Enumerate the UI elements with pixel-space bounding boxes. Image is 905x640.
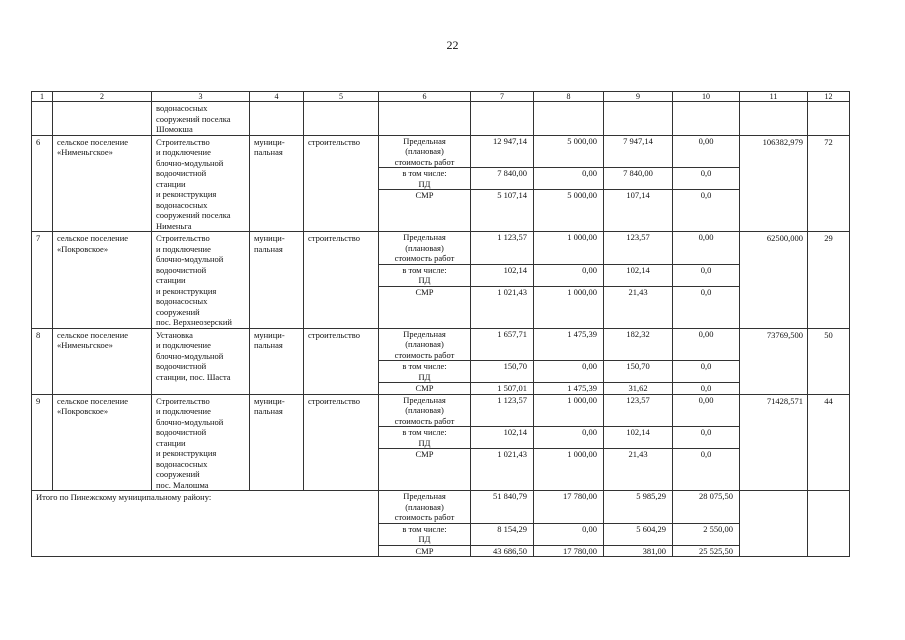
object-cell: Установка и подключение блочно-модульной водоочистной станции, пос. Шаста — [152, 328, 250, 394]
value-col12: 29 — [808, 232, 850, 329]
cost-label: СМР — [379, 190, 471, 232]
value-col10: 0,0 — [673, 286, 740, 328]
value-col7: 5 107,14 — [471, 190, 534, 232]
cost-label: СМР — [379, 286, 471, 328]
cost-label: в том числе: ПД — [379, 427, 471, 449]
ownership-cell: муници- пальная — [250, 394, 304, 491]
column-number: 10 — [673, 92, 740, 102]
value-col10: 0,0 — [673, 449, 740, 491]
value-col10: 0,0 — [673, 361, 740, 383]
continuation-row — [32, 102, 850, 136]
value-col8: 0,00 — [534, 523, 604, 545]
object-cell: Строительство и подключение блочно-модульной водоочистной станции и реконструкция водонасосных сооружений пос. Верхнеозерский — [152, 232, 250, 329]
column-number-row — [32, 92, 850, 102]
value-col7: 7 840,00 — [471, 168, 534, 190]
value-col9: 107,14 — [604, 190, 673, 232]
settlement-cell: сельское поселение «Покровское» — [53, 232, 152, 329]
value-col7: 1 657,71 — [471, 328, 534, 361]
value-col10: 2 550,00 — [673, 523, 740, 545]
settlement-cell: сельское поселение «Покровское» — [53, 394, 152, 491]
row-number: 7 — [32, 232, 53, 329]
value-col10: 0,0 — [673, 190, 740, 232]
value-col8: 1 000,00 — [534, 286, 604, 328]
value-col9: 21,43 — [604, 449, 673, 491]
value-col7: 1 123,57 — [471, 394, 534, 427]
value-col10: 0,0 — [673, 383, 740, 395]
cost-label: Предельная (плановая) стоимость работ — [379, 394, 471, 427]
value-col8: 1 000,00 — [534, 394, 604, 427]
value-col12: 44 — [808, 394, 850, 491]
value-col9: 123,57 — [604, 394, 673, 427]
value-col11: 62500,000 — [740, 232, 808, 329]
value-col9: 123,57 — [604, 232, 673, 265]
value-col8: 17 780,00 — [534, 491, 604, 524]
column-number: 1 — [32, 92, 53, 102]
cost-label: в том числе: ПД — [379, 361, 471, 383]
work-type-cell: строительство — [304, 135, 379, 232]
column-number: 8 — [534, 92, 604, 102]
cost-label: Предельная (плановая) стоимость работ — [379, 232, 471, 265]
table-row — [32, 328, 850, 361]
value-col8: 1 475,39 — [534, 383, 604, 395]
value-col7: 1 123,57 — [471, 232, 534, 265]
column-number: 4 — [250, 92, 304, 102]
column-number: 9 — [604, 92, 673, 102]
row-number: 8 — [32, 328, 53, 394]
value-col8: 17 780,00 — [534, 545, 604, 557]
total-label: Итого по Пинежскому муниципальному району: — [32, 491, 379, 557]
value-col9: 5 604,29 — [604, 523, 673, 545]
work-type-cell: строительство — [304, 328, 379, 394]
row-number: 9 — [32, 394, 53, 491]
cost-label: Предельная (плановая) стоимость работ — [379, 328, 471, 361]
cost-label: в том числе: ПД — [379, 523, 471, 545]
value-col8: 0,00 — [534, 427, 604, 449]
value-col11: 106382,979 — [740, 135, 808, 232]
value-col9: 21,43 — [604, 286, 673, 328]
value-col9: 31,62 — [604, 383, 673, 395]
value-col12 — [808, 491, 850, 557]
object-cell: Строительство и подключение блочно-модульной водоочистной станции и реконструкция водонасосных сооружений пос. Малошма — [152, 394, 250, 491]
column-number: 11 — [740, 92, 808, 102]
ownership-cell: муници- пальная — [250, 135, 304, 232]
value-col9: 150,70 — [604, 361, 673, 383]
value-col7: 12 947,14 — [471, 135, 534, 168]
cost-label: СМР — [379, 383, 471, 395]
value-col9: 5 985,29 — [604, 491, 673, 524]
value-col11: 71428,571 — [740, 394, 808, 491]
value-col10: 0,00 — [673, 394, 740, 427]
value-col8: 1 000,00 — [534, 232, 604, 265]
value-col10: 0,00 — [673, 232, 740, 265]
column-number: 6 — [379, 92, 471, 102]
ownership-cell: муници- пальная — [250, 328, 304, 394]
value-col10: 0,00 — [673, 328, 740, 361]
value-col12: 50 — [808, 328, 850, 394]
table-row — [32, 135, 850, 168]
row-number: 6 — [32, 135, 53, 232]
value-col8: 0,00 — [534, 361, 604, 383]
value-col8: 0,00 — [534, 264, 604, 286]
work-type-cell: строительство — [304, 232, 379, 329]
value-col10: 0,0 — [673, 264, 740, 286]
value-col7: 1 507,01 — [471, 383, 534, 395]
column-number: 2 — [53, 92, 152, 102]
value-col7: 43 686,50 — [471, 545, 534, 557]
value-col8: 1 475,39 — [534, 328, 604, 361]
value-col7: 150,70 — [471, 361, 534, 383]
column-number: 3 — [152, 92, 250, 102]
value-col9: 381,00 — [604, 545, 673, 557]
total-row — [32, 491, 850, 524]
value-col9: 7 840,00 — [604, 168, 673, 190]
budget-table — [31, 91, 850, 557]
value-col8: 5 000,00 — [534, 135, 604, 168]
value-col10: 0,00 — [673, 135, 740, 168]
value-col8: 1 000,00 — [534, 449, 604, 491]
cost-label: в том числе: ПД — [379, 264, 471, 286]
cost-label: СМР — [379, 449, 471, 491]
value-col7: 1 021,43 — [471, 286, 534, 328]
cost-label: Предельная (плановая) стоимость работ — [379, 135, 471, 168]
settlement-cell: сельское поселение «Нименьгское» — [53, 135, 152, 232]
value-col7: 1 021,43 — [471, 449, 534, 491]
object-cell: Строительство и подключение блочно-модульной водоочистной станции и реконструкция водонасосных сооружений поселка Нименьга — [152, 135, 250, 232]
value-col10: 0,0 — [673, 168, 740, 190]
value-col7: 102,14 — [471, 427, 534, 449]
column-number: 5 — [304, 92, 379, 102]
ownership-cell: муници- пальная — [250, 232, 304, 329]
value-col9: 7 947,14 — [604, 135, 673, 168]
value-col11 — [740, 491, 808, 557]
value-col8: 0,00 — [534, 168, 604, 190]
value-col7: 51 840,79 — [471, 491, 534, 524]
value-col10: 0,0 — [673, 427, 740, 449]
value-col9: 102,14 — [604, 264, 673, 286]
value-col9: 102,14 — [604, 427, 673, 449]
cost-label: в том числе: ПД — [379, 168, 471, 190]
column-number: 7 — [471, 92, 534, 102]
table-row — [32, 232, 850, 265]
page-number: 22 — [446, 38, 459, 52]
cost-label: Предельная (плановая) стоимость работ — [379, 491, 471, 524]
settlement-cell: сельское поселение «Нименьгское» — [53, 328, 152, 394]
value-col12: 72 — [808, 135, 850, 232]
value-col7: 8 154,29 — [471, 523, 534, 545]
value-col11: 73769,500 — [740, 328, 808, 394]
cost-label: СМР — [379, 545, 471, 557]
value-col9: 182,32 — [604, 328, 673, 361]
work-type-cell: строительство — [304, 394, 379, 491]
value-col8: 5 000,00 — [534, 190, 604, 232]
table-row — [32, 394, 850, 427]
value-col10: 28 075,50 — [673, 491, 740, 524]
object-cell: водонасосных сооружений поселка Шомокша — [152, 102, 250, 136]
value-col10: 25 525,50 — [673, 545, 740, 557]
column-number: 12 — [808, 92, 850, 102]
value-col7: 102,14 — [471, 264, 534, 286]
